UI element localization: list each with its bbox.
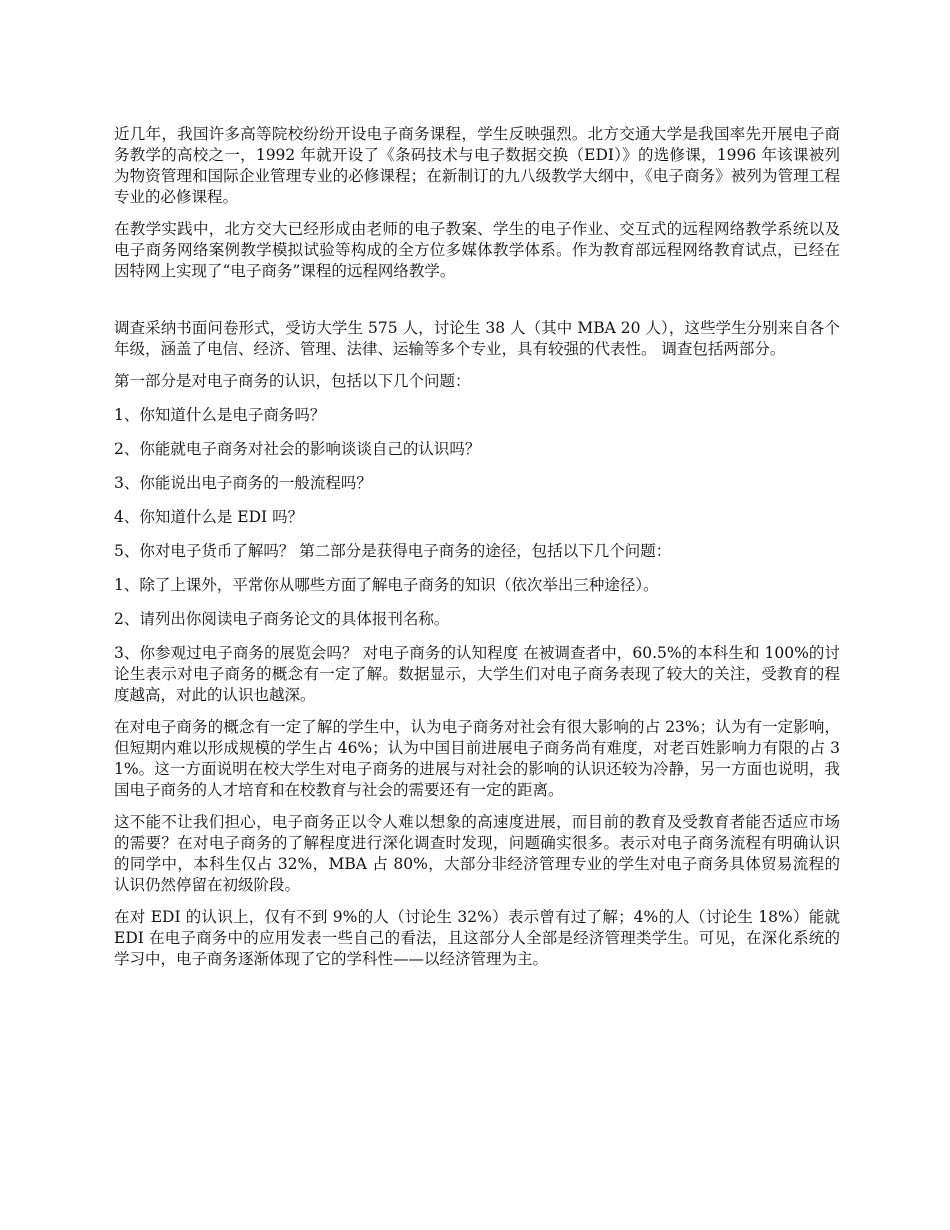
paragraph-social-impact: 在对电子商务的概念有一定了解的学生中，认为电子商务对社会有很大影响的占 23%；认为有一定影响，但短期内难以形成规模的学生占 46%；认为中国目前进展电子商务尚有难度，对老百姓影响力有限的占 31%。这一方面说明在校大学生对电子商务的进展与对社会的影响的认识还较为冷静，另一方面也说明，我国电子商务的人才培育和在校教育与社会的需要还有一定的距离。 <box>114 718 840 799</box>
list-item-question-2: 2、你能就电子商务对社会的影响谈谈自己的认识吗？ <box>114 440 481 458</box>
paragraph-part-one-heading: 第一部分是对电子商务的认识，包括以下几个问题： <box>114 372 471 390</box>
list-item-question-3: 3、你能说出电子商务的一般流程吗？ <box>114 474 372 492</box>
list-item-question-5: 5、你对电子货币了解吗？ 第二部分是获得电子商务的途径，包括以下几个问题： <box>114 542 672 560</box>
paragraph-intro: 近几年，我国许多高等院校纷纷开设电子商务课程，学生反映强烈。北方交通大学是我国率先开展电子商务教学的高校之一，1992 年就开设了《条码技术与电子数据交换（EDI）》的选修课，1996 年该课被列为物资管理和国际企业管理专业的必修课程；在新制订的九八级教学大纲中，《电子商务》被列为管理工程专业的必修课程。 <box>114 125 840 206</box>
list-item-part-two-question-1: 1、除了上课外，平常你从哪些方面了解电子商务的知识（依次举出三种途径）。 <box>114 576 659 594</box>
paragraph-teaching-practice: 在教学实践中，北方交大已经形成由老师的电子教案、学生的电子作业、交互式的远程网络教学系统以及电子商务网络案例教学模拟试验等构成的全方位多媒体教学体系。作为教育部远程网络教育试点，已经在因特网上实现了“电子商务”课程的远程网络教学。 <box>114 220 840 280</box>
list-item-question-1: 1、你知道什么是电子商务吗？ <box>114 406 326 424</box>
paragraph-cognition-level: 3、你参观过电子商务的展览会吗？ 对电子商务的认知程度 在被调查者中，60.5%的本科生和 100%的讨论生表示对电子商务的概念有一定了解。数据显示，大学生们对电子商务表现了较大的关注，受教育的程度越高，对此的认识也越深。 <box>114 644 840 704</box>
list-item-part-two-question-2: 2、请列出你阅读电子商务论文的具体报刊名称。 <box>114 610 450 628</box>
paragraph-survey-method: 调查采纳书面问卷形式，受访大学生 575 人，讨论生 38 人（其中 MBA 20 人），这些学生分别来自各个年级，涵盖了电信、经济、管理、法律、运输等多个专业，具有较强的代表性。 调查包括两部分。 <box>114 319 840 358</box>
paragraph-edi-awareness: 在对 EDI 的认识上，仅有不到 9%的人（讨论生 32%）表示曾有过了解；4%的人（讨论生 18%）能就 EDI 在电子商务中的应用发表一些自己的看法，且这部分人全部是经济管理类学生。可见，在深化系统的学习中，电子商务逐渐体现了它的学科性——以经济管理为主。 <box>114 908 840 968</box>
document-body <box>114 124 840 981</box>
list-item-question-4: 4、你知道什么是 EDI 吗？ <box>114 508 304 526</box>
paragraph-education-concern: 这不能不让我们担心，电子商务正以令人难以想象的高速度进展，而目前的教育及受教育者能否适应市场的需要？在对电子商务的了解程度进行深化调查时发现，问题确实很多。表示对电子商务流程有明确认识的同学中，本科生仅占 32%，MBA 占 80%，大部分非经济管理专业的学生对电子商务具体贸易流程的认识仍然停留在初级阶段。 <box>114 813 840 894</box>
